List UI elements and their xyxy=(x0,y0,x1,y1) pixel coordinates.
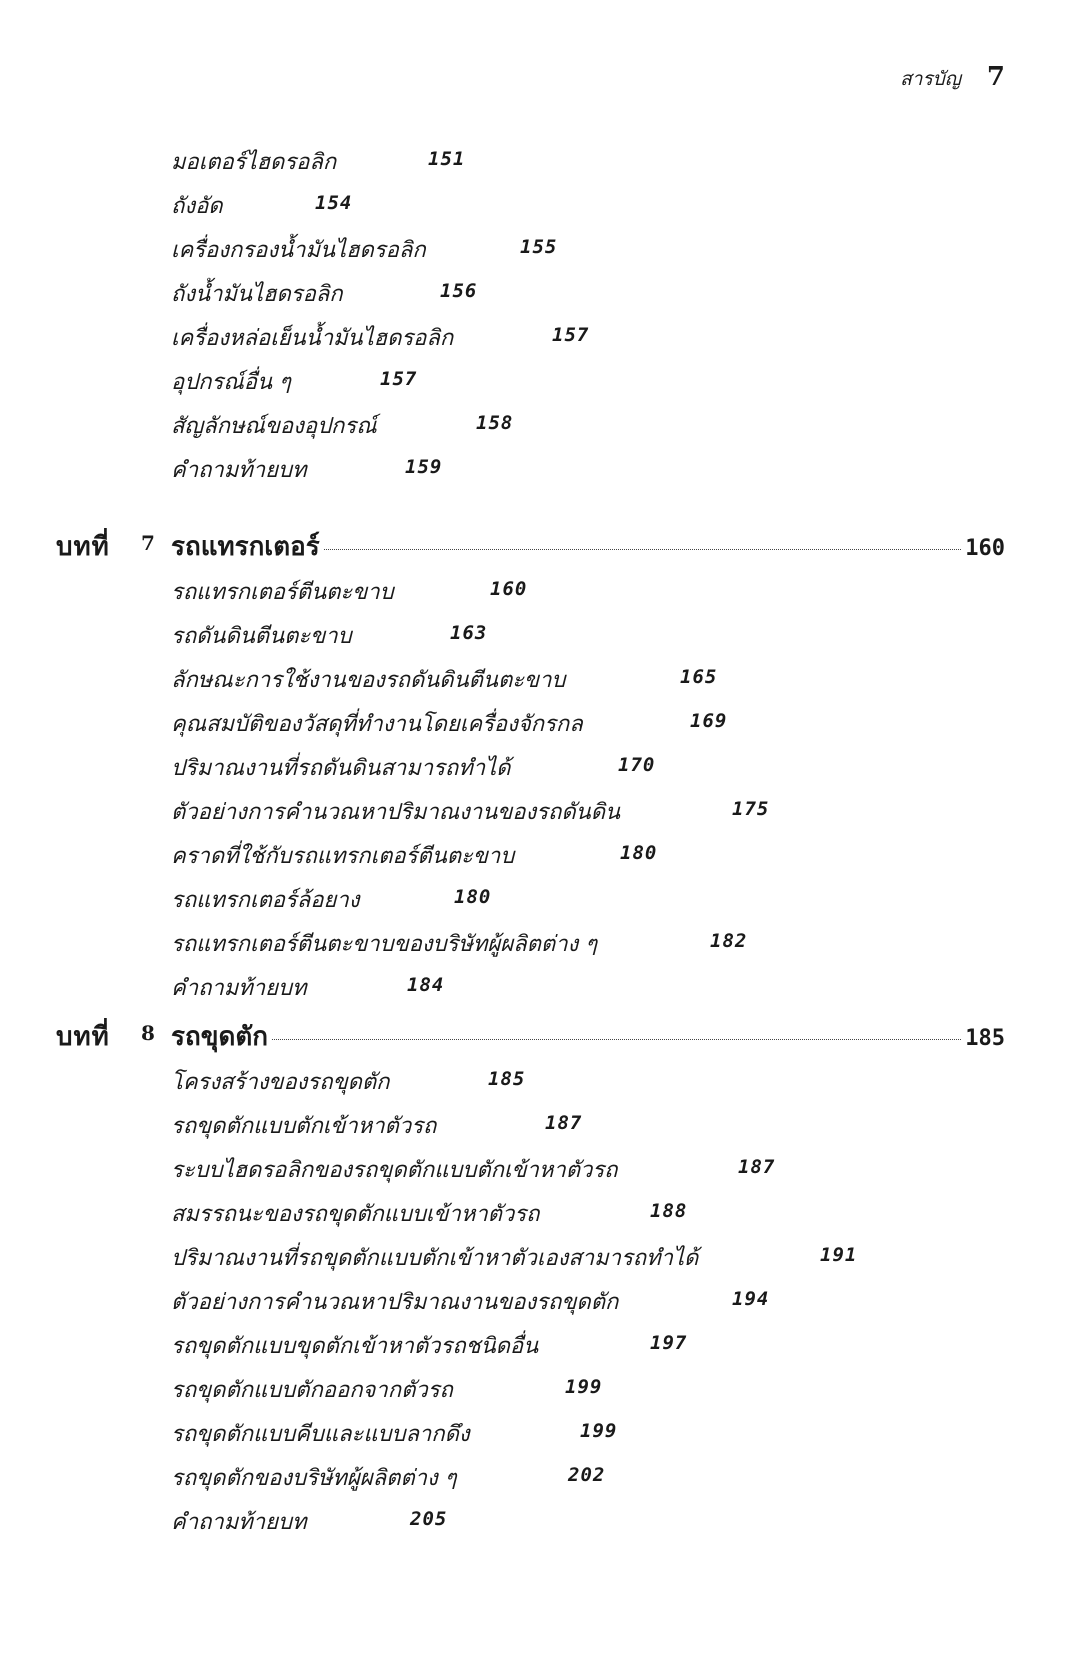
entry-title: เครื่องกรองน้ำมันไฮดรอลิก xyxy=(171,238,426,263)
chapter-page: 185 xyxy=(965,1026,1005,1051)
toc-entry[interactable] xyxy=(0,1102,1067,1146)
chapter-number: 7 xyxy=(141,531,155,555)
toc-entry[interactable] xyxy=(0,226,1067,270)
entry-page: 180 xyxy=(454,886,492,908)
entry-title: รถดันดินตีนตะขาบ xyxy=(171,624,352,649)
toc-entry[interactable] xyxy=(0,446,1067,490)
chapter-title-line xyxy=(171,1016,1005,1057)
entry-page: 165 xyxy=(680,666,718,688)
toc-entry[interactable] xyxy=(0,1366,1067,1410)
toc-entry[interactable] xyxy=(0,1234,1067,1278)
toc-entry[interactable] xyxy=(0,832,1067,876)
entry-title: สัญลักษณ์ของอุปกรณ์ xyxy=(171,414,377,439)
chapter-title-line xyxy=(171,526,1005,567)
toc-entry[interactable] xyxy=(0,920,1067,964)
entry-title: อุปกรณ์อื่น ๆ xyxy=(171,370,291,395)
entry-page: 157 xyxy=(380,368,418,390)
entry-title: รถขุดตักแบบตักเข้าหาตัวรถ xyxy=(171,1114,437,1139)
entry-title: รถแทรกเตอร์ตีนตะขาบของบริษัทผู้ผลิตต่าง ๆ xyxy=(171,932,598,957)
toc-entry[interactable] xyxy=(0,788,1067,832)
entry-page: 184 xyxy=(407,974,445,996)
entry-page: 185 xyxy=(488,1068,526,1090)
entry-page: 151 xyxy=(428,148,466,170)
entry-title: คำถามท้ายบท xyxy=(171,458,307,483)
toc-entry[interactable] xyxy=(0,744,1067,788)
entry-page: 187 xyxy=(738,1156,776,1178)
chapter-page: 160 xyxy=(965,536,1005,561)
entry-title: รถขุดตักแบบคีบและแบบลากดึง xyxy=(171,1422,470,1447)
entry-page: 175 xyxy=(732,798,770,820)
entry-page: 180 xyxy=(620,842,658,864)
entry-page: 170 xyxy=(618,754,656,776)
entry-page: 154 xyxy=(315,192,353,214)
toc-entry[interactable] xyxy=(0,1410,1067,1454)
toc-entry[interactable] xyxy=(0,612,1067,656)
entry-title: คำถามท้ายบท xyxy=(171,1510,307,1535)
continued-entries xyxy=(0,138,1067,490)
entry-page: 197 xyxy=(650,1332,688,1354)
entry-title: ระบบไฮดรอลิกของรถขุดตักแบบตักเข้าหาตัวรถ xyxy=(171,1158,618,1183)
entry-title: โครงสร้างของรถขุดตัก xyxy=(171,1070,390,1095)
entry-page: 158 xyxy=(476,412,514,434)
header-page-number: 7 xyxy=(986,62,1005,92)
chapter-label: บทที่ xyxy=(56,532,110,562)
entry-title: มอเตอร์ไฮดรอลิก xyxy=(171,150,337,175)
entry-page: 155 xyxy=(520,236,558,258)
entry-title: ปริมาณงานที่รถขุดตักแบบตักเข้าหาตัวเองสามารถทำได้ xyxy=(171,1246,699,1271)
toc-entry[interactable] xyxy=(0,1454,1067,1498)
toc-entry[interactable] xyxy=(0,1498,1067,1542)
chapter-number: 8 xyxy=(141,1021,155,1045)
toc-entry[interactable] xyxy=(0,182,1067,226)
toc-entry[interactable] xyxy=(0,1146,1067,1190)
entry-page: 188 xyxy=(650,1200,688,1222)
chapter-label: บทที่ xyxy=(56,1022,110,1052)
entry-title: สมรรถนะของรถขุดตักแบบเข้าหาตัวรถ xyxy=(171,1202,540,1227)
entry-title: รถขุดตักของบริษัทผู้ผลิตต่าง ๆ xyxy=(171,1466,457,1491)
entry-title: ตัวอย่างการคำนวณหาปริมาณงานของรถขุดตัก xyxy=(171,1290,619,1315)
toc-entry[interactable] xyxy=(0,270,1067,314)
entry-page: 205 xyxy=(410,1508,448,1530)
toc-entry[interactable] xyxy=(0,1322,1067,1366)
chapter-heading[interactable] xyxy=(0,1010,1067,1058)
entry-page: 157 xyxy=(552,324,590,346)
entry-title: ถังอัด xyxy=(171,194,223,219)
entry-title: ถังน้ำมันไฮดรอลิก xyxy=(171,282,343,307)
entry-page: 163 xyxy=(450,622,488,644)
running-header xyxy=(900,62,1005,94)
toc-entry[interactable] xyxy=(0,314,1067,358)
dot-leader xyxy=(272,1039,961,1040)
entry-title: รถขุดตักแบบขุดตักเข้าหาตัวรถชนิดอื่น xyxy=(171,1334,539,1359)
chapter-heading[interactable] xyxy=(0,520,1067,568)
entry-title: คุณสมบัติของวัสดุที่ทำงานโดยเครื่องจักรกล xyxy=(171,712,583,737)
entry-title: รถแทรกเตอร์ตีนตะขาบ xyxy=(171,580,394,605)
entry-title: เครื่องหล่อเย็นน้ำมันไฮดรอลิก xyxy=(171,326,454,351)
toc-entry[interactable] xyxy=(0,876,1067,920)
toc-entry[interactable] xyxy=(0,700,1067,744)
entry-page: 199 xyxy=(565,1376,603,1398)
toc-entry[interactable] xyxy=(0,1058,1067,1102)
toc-entry[interactable] xyxy=(0,138,1067,182)
entry-page: 202 xyxy=(568,1464,606,1486)
chapter-title: รถขุดตัก xyxy=(171,1022,268,1052)
entry-title: คำถามท้ายบท xyxy=(171,976,307,1001)
entry-title: ปริมาณงานที่รถดันดินสามารถทำได้ xyxy=(171,756,511,781)
toc-entry[interactable] xyxy=(0,402,1067,446)
entry-page: 156 xyxy=(440,280,478,302)
chapter-title: รถแทรกเตอร์ xyxy=(171,532,320,562)
entry-title: รถขุดตักแบบตักออกจากตัวรถ xyxy=(171,1378,453,1403)
entry-page: 191 xyxy=(820,1244,858,1266)
toc-entry[interactable] xyxy=(0,1190,1067,1234)
dot-leader xyxy=(324,549,962,550)
entry-page: 199 xyxy=(580,1420,618,1442)
toc-entry[interactable] xyxy=(0,1278,1067,1322)
entry-title: คราดที่ใช้กับรถแทรกเตอร์ตีนตะขาบ xyxy=(171,844,515,869)
entry-page: 194 xyxy=(732,1288,770,1310)
entry-page: 169 xyxy=(690,710,728,732)
toc-entry[interactable] xyxy=(0,656,1067,700)
toc-entry[interactable] xyxy=(0,358,1067,402)
entry-title: รถแทรกเตอร์ล้อยาง xyxy=(171,888,360,913)
entry-page: 159 xyxy=(405,456,443,478)
chapter-7-section xyxy=(0,520,1067,1008)
chapter-8-section xyxy=(0,1010,1067,1542)
toc-entry[interactable] xyxy=(0,568,1067,612)
entry-page: 160 xyxy=(490,578,528,600)
header-title: สารบัญ xyxy=(900,68,961,90)
entry-page: 182 xyxy=(710,930,748,952)
entry-title: ลักษณะการใช้งานของรถดันดินตีนตะขาบ xyxy=(171,668,566,693)
toc-entry[interactable] xyxy=(0,964,1067,1008)
entry-title: ตัวอย่างการคำนวณหาปริมาณงานของรถดันดิน xyxy=(171,800,621,825)
entry-page: 187 xyxy=(545,1112,583,1134)
